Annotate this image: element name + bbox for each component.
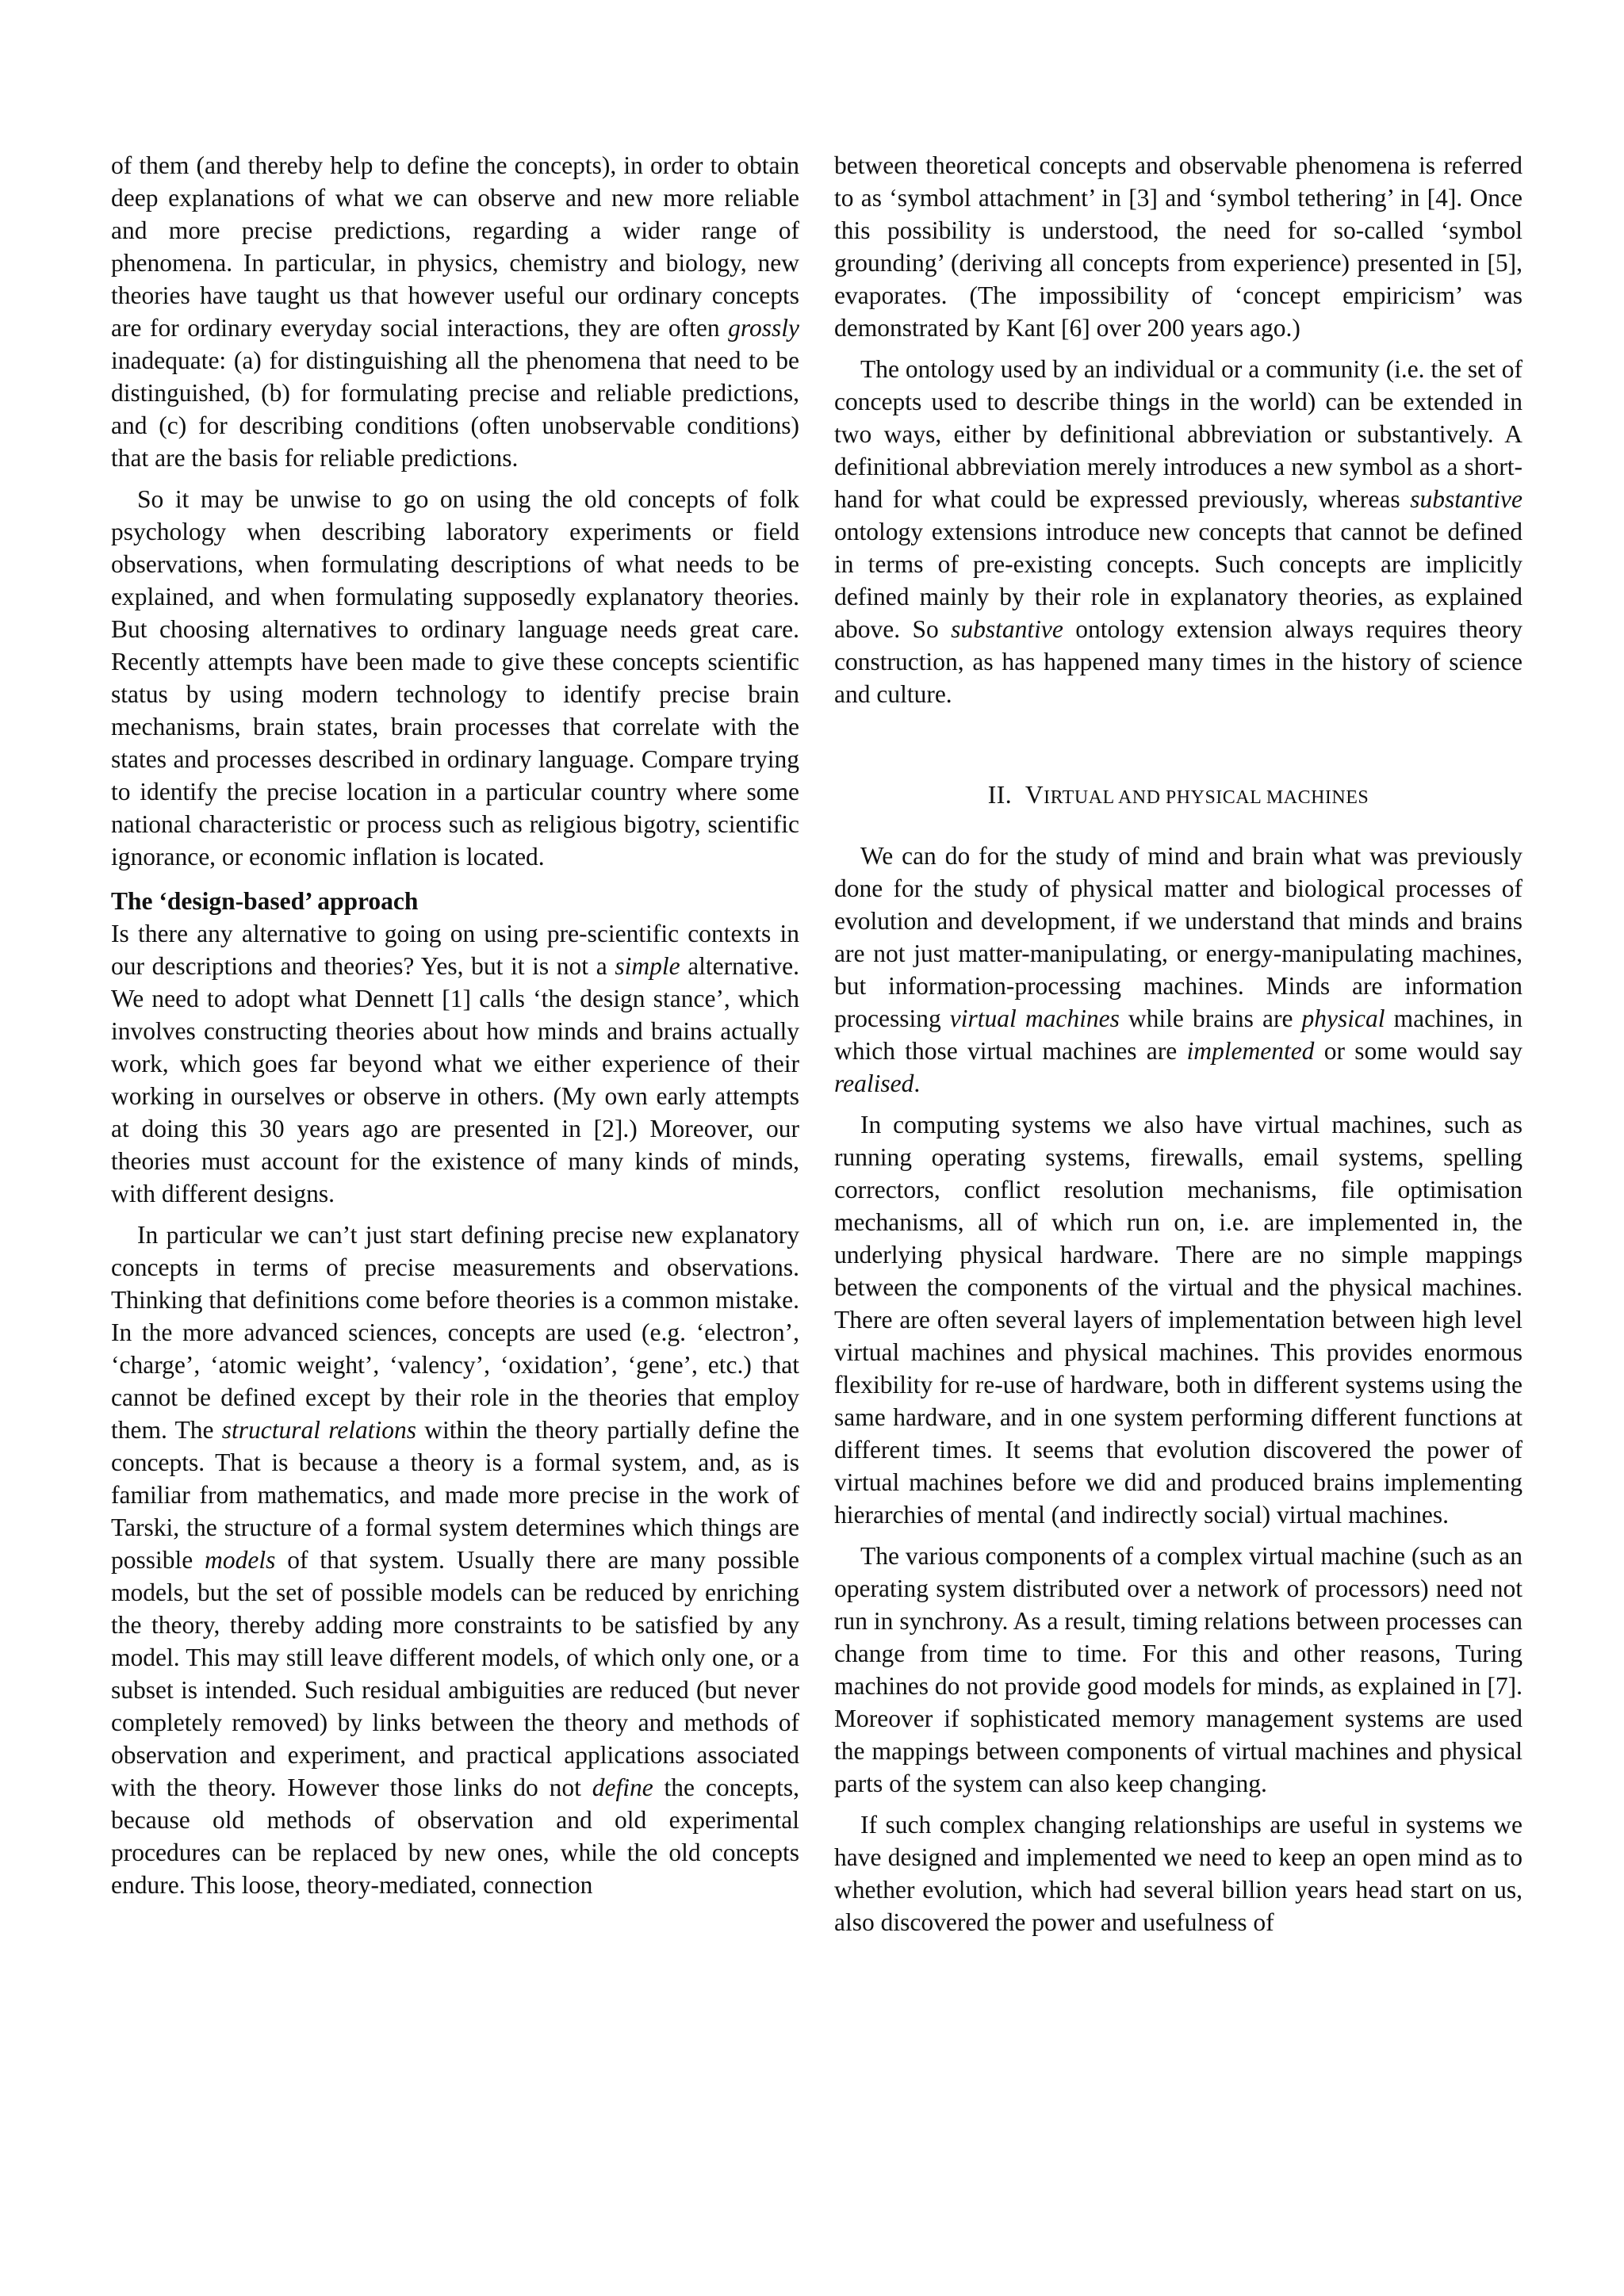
- paragraph: [834, 1108, 1522, 1531]
- text-run: while brains are: [1119, 1004, 1302, 1032]
- text-run: ontology extensions introduce new concepts that cannot be defined in terms of pre-existing concepts. Such concepts are implicitly defined mainly by their role in explanatory theories, as explained above. So: [834, 518, 1522, 643]
- emphasis-text: grossly: [728, 314, 799, 342]
- emphasis-text: realised: [834, 1070, 914, 1097]
- text-run: of that system. Usually there are many possible models, but the set of possible models can be reduced by enriching the theory, thereby adding more constraints to be satisfied by any model. This may still leave different models, of which only one, or a subset is intended. Such residual ambiguities are reduced (but never completely removed) by links between the theory and methods of observation and experiment, and practical applications associated with the theory. However those links do not: [111, 1546, 799, 1801]
- text-run: In computing systems we also have virtual machines, such as running operating systems, firewalls, email systems, spelling correctors, conflict resolution mechanisms, file optimisation mechanisms, all of which run on, i.e. are implemented in, the underlying physical hardware. There are no simple mappings between the components of the virtual and the physical machines. There are often several layers of implementation between high level virtual machines and physical machines. This provides enormous flexibility for re-use of hardware, both in different systems using the same hardware, and in one system performing different functions at different times. It seems that evolution discovered the power of virtual machines before we did and produced brains implementing hierarchies of mental (and indirectly social) virtual machines.: [834, 1111, 1522, 1529]
- right-column: [834, 149, 1522, 1938]
- text-run: We can do for the study of mind and brain what was previously done for the study of physical matter and biological processes of evolution and development, if we understand that minds and brains are not just matter-manipulating, or energy-manipulating machines, but information-processing machines. Minds are information processing: [834, 842, 1522, 1032]
- subsection-heading: The ‘design-based’ approach: [111, 887, 419, 915]
- paragraph: [111, 483, 799, 873]
- paragraph: [111, 1219, 799, 1901]
- paragraph: [834, 353, 1522, 710]
- paragraph: [111, 149, 799, 474]
- text-run: alternative. We need to adopt what Dennett [1] calls ‘the design stance’, which involves constructing theories about how minds and brains actually work, which goes far beyond what we either experience of their working in ourselves or observe in others. (My own early attempts at doing this 30 years ago are presented in [2].) Moreover, our theories must account for the existence of many kinds of minds, with different designs.: [111, 952, 799, 1207]
- emphasis-text: structural relations: [221, 1416, 417, 1444]
- emphasis-text: substantive: [951, 615, 1063, 643]
- text-run: .: [914, 1070, 921, 1097]
- text-run: Is there any alternative to going on using pre-scientific contexts in our descriptions and theories? Yes, but it is not a: [111, 920, 799, 980]
- text-run: of them (and thereby help to define the concepts), in order to obtain deep explanations of what we can observe and new more reliable and more precise predictions, regarding a wider range of phenomena. In particular, in physics, chemistry and biology, new theories have taught us that however useful our ordinary concepts are for ordinary everyday social interactions, they are often: [111, 151, 799, 342]
- emphasis-text: define: [592, 1774, 653, 1801]
- text-run: So it may be unwise to go on using the old concepts of folk psychology when describing laboratory experiments or field observations, when formulating descriptions of what needs to be explained, and when formulating supposedly explanatory theories. But choosing alternatives to ordinary language needs great care. Recently attempts have been made to give these concepts scientific status by using modern technology to identify precise brain mechanisms, brain states, brain processes that correlate with the states and processes described in ordinary language. Compare trying to identify the precise location in a particular country where some national characteristic or process such as religious bigotry, scientific ignorance, or economic inflation is located.: [111, 485, 799, 871]
- paragraph: [834, 149, 1522, 344]
- emphasis-text: models: [205, 1546, 276, 1574]
- text-run: within the theory partially define the concepts. That is because a theory is a formal system, and, as is familiar from mathematics, and made more precise in the work of Tarski, the structure of a formal system determines which things are possible: [111, 1416, 799, 1574]
- text-run: If such complex changing relationships are useful in systems we have designed and implemented we need to keep an open mind as to whether evolution, which had several billion years head start on us, also discovered the power and usefulness of: [834, 1811, 1522, 1936]
- text-run: In particular we can’t just start defining precise new explanatory concepts in terms of precise measurements and observations. Thinking that definitions come before theories is a common mistake. In the more advanced sciences, concepts are used (e.g. ‘electron’, ‘charge’, ‘atomic weight’, ‘valency’, ‘oxidation’, ‘gene’, etc.) that cannot be defined except by their role in the theories that employ them. The: [111, 1221, 799, 1444]
- text-run: The various components of a complex virtual machine (such as an operating system distributed over a network of processors) need not run in synchrony. As a result, timing relations between processes can change from time to time. For this and other reasons, Turing machines do not provide good models for minds, as explained in [7]. Moreover if sophisticated memory management systems are used the mappings between components of virtual machines and physical parts of the system can also keep changing.: [834, 1542, 1522, 1797]
- section-number: II.: [987, 781, 1013, 809]
- text-run: machines, in which those virtual machines are: [834, 1004, 1523, 1065]
- text-run: inadequate: (a) for distinguishing all the phenomena that need to be distinguished, (b) for formulating precise and reliable predictions, and (c) for describing conditions (often unobservable conditions) that are the basis for reliable predictions.: [111, 346, 799, 472]
- text-run: ontology extension always requires theory construction, as has happened many times in the history of science and culture.: [834, 615, 1523, 708]
- paragraph: [834, 1540, 1522, 1800]
- emphasis-text: simple: [615, 952, 680, 980]
- paragraph: [834, 1808, 1522, 1938]
- emphasis-text: substantive: [1410, 485, 1522, 513]
- left-column: [111, 149, 799, 1901]
- section-title-initial: V: [1025, 781, 1044, 809]
- paragraph: [111, 917, 799, 1210]
- text-run: The ontology used by an individual or a community (i.e. the set of concepts used to describe things in the world) can be extended in two ways, either by definitional abbreviation or substantively. A definitional abbreviation merely introduces a new symbol as a short-hand for what could be expressed previously, whereas: [834, 355, 1522, 513]
- text-run: the concepts, because old methods of observation and old experimental procedures can be replaced by new ones, while the old concepts endure. This loose, theory-mediated, connection: [111, 1774, 799, 1899]
- paragraph: [834, 840, 1522, 1100]
- text-run: between theoretical concepts and observable phenomena is referred to as ‘symbol attachment’ in [3] and ‘symbol tethering’ in [4]. Once this possibility is understood, the need for so-called ‘symbol grounding’ (deriving all concepts from experience) presented in [5], evaporates. (The impossibility of ‘concept empiricism’ was demonstrated by Kant [6] over 200 years ago.): [834, 151, 1522, 342]
- section-heading: [834, 779, 1522, 814]
- section-title-rest: IRTUAL AND PHYSICAL MACHINES: [1044, 787, 1369, 808]
- text-run: or some would say: [1314, 1037, 1522, 1065]
- emphasis-text: physical: [1301, 1004, 1385, 1032]
- emphasis-text: implemented: [1186, 1037, 1315, 1065]
- emphasis-text: virtual machines: [949, 1004, 1120, 1032]
